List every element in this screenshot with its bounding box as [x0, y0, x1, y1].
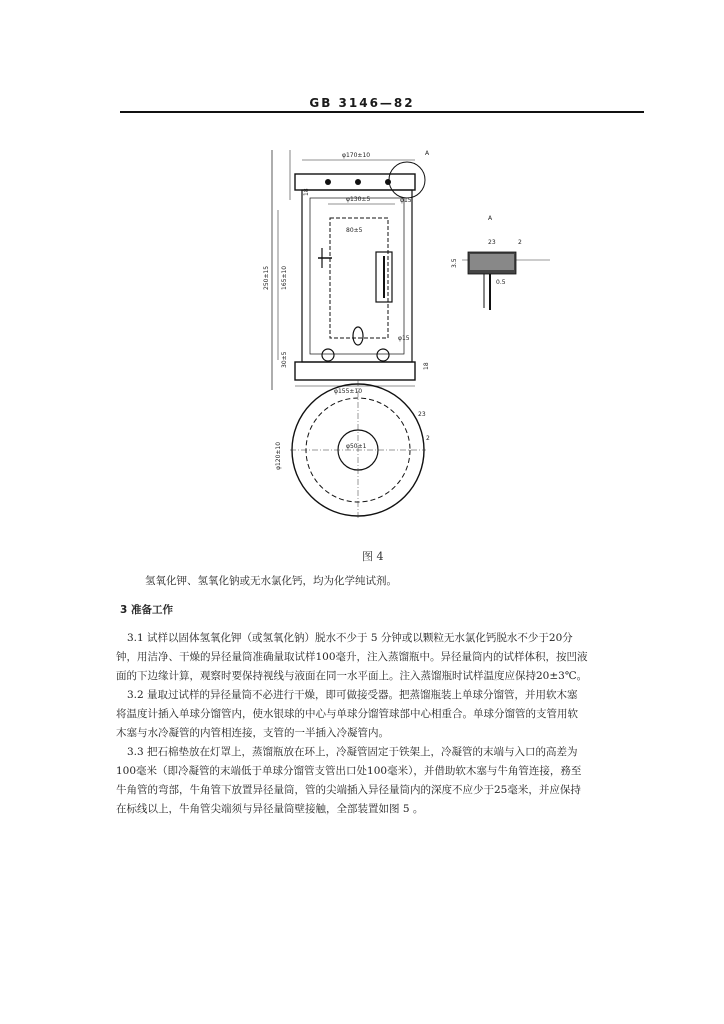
detail-a-title: A [488, 215, 493, 222]
para-3-3-line-1: 3.3 把石棉垫放在灯罩上，蒸馏瓶放在环上，冷凝管固定于铁架上，冷凝管的末端与入口的高差为 [127, 746, 578, 758]
figure-caption: 图 4 [362, 550, 384, 563]
para-3-1-line-3: 面的下边缘计算，观察时要保持视线与液面在同一水平面上。注入蒸馏瓶时试样温度应保持20±3℃。 [116, 670, 588, 682]
para-3-1-line-2: 钟，用洁净、干燥的异径量筒准确量取试样100毫升，注入蒸馏瓶中。异径量筒内的试样体积，按凹液 [116, 651, 588, 663]
dim-bottom-width: φ155±10 [334, 388, 363, 395]
dim-hole: φ15 [400, 197, 412, 204]
dim-bottom-offset: 30±5 [281, 351, 288, 368]
dim-height-total: 250±15 [263, 265, 270, 290]
dim-height-inner: 165±10 [281, 265, 288, 290]
para-3-2-line-3: 木塞与水冷凝管的内管相连接，支管的一半插入冷凝管内。 [116, 727, 389, 739]
dim-detail-23: 23 [488, 239, 496, 246]
dim-circle-2: 2 [426, 435, 430, 442]
para-3-2-line-1: 3.2 量取过试样的异径量筒不必进行干燥，即可做接受器。把蒸馏瓶装上单球分馏管，并用软木塞 [127, 689, 578, 701]
dim-18-top: 18 [303, 188, 310, 196]
dim-top-width: φ170±10 [342, 152, 371, 159]
detail-label-a: A [425, 150, 430, 157]
dim-center-hole: φ50±1 [346, 443, 367, 450]
para-3-3-line-4: 在标线以上，牛角管尖端须与异径量筒壁接触，全部装置如图 5 。 [116, 803, 424, 815]
dim-inner-width: φ130±5 [346, 196, 371, 203]
dim-detail-2: 2 [518, 239, 522, 246]
dim-detail-05: 0.5 [496, 279, 506, 286]
dim-18-bottom: 18 [423, 362, 430, 370]
dim-diameter: φ120±10 [275, 441, 282, 470]
para-3-3-line-2: 100毫米（即冷凝管的末端低于单球分馏管支管出口处100毫米），并借助软木塞与牛角管连接，務至 [116, 765, 582, 777]
para-3-3-line-3: 牛角管的弯部，牛角管下放置异径量筒，管的尖端插入异径量筒内的深度不应少于25毫米，并应保持 [116, 784, 581, 796]
header-rule [120, 111, 644, 113]
dim-circle-23: 23 [418, 411, 426, 418]
intro-line: 氢氧化钾、氢氧化钠或无水氯化钙，均为化学纯试剂。 [145, 575, 397, 587]
para-3-2-line-2: 将温度计插入单球分馏管内，使水银球的中心与单球分馏管球部中心相重合。单球分馏管的支管用软 [116, 708, 578, 720]
section-3-title: 3 准备工作 [120, 604, 173, 616]
dim-hole-bottom: φ15 [398, 335, 410, 342]
technical-drawing-figure-4 [250, 140, 570, 530]
figure-svg [250, 140, 570, 530]
para-3-1-line-1: 3.1 试样以固体氢氧化钾（或氢氧化钠）脱水不少于 5 分钟或以颗粒无水氯化钙脱水不少于20分 [127, 632, 573, 644]
dim-detail-35: 3.5 [451, 258, 458, 268]
dim-inner-box: 80±5 [346, 227, 363, 234]
document-header-title: GB 3146—82 [309, 96, 415, 110]
